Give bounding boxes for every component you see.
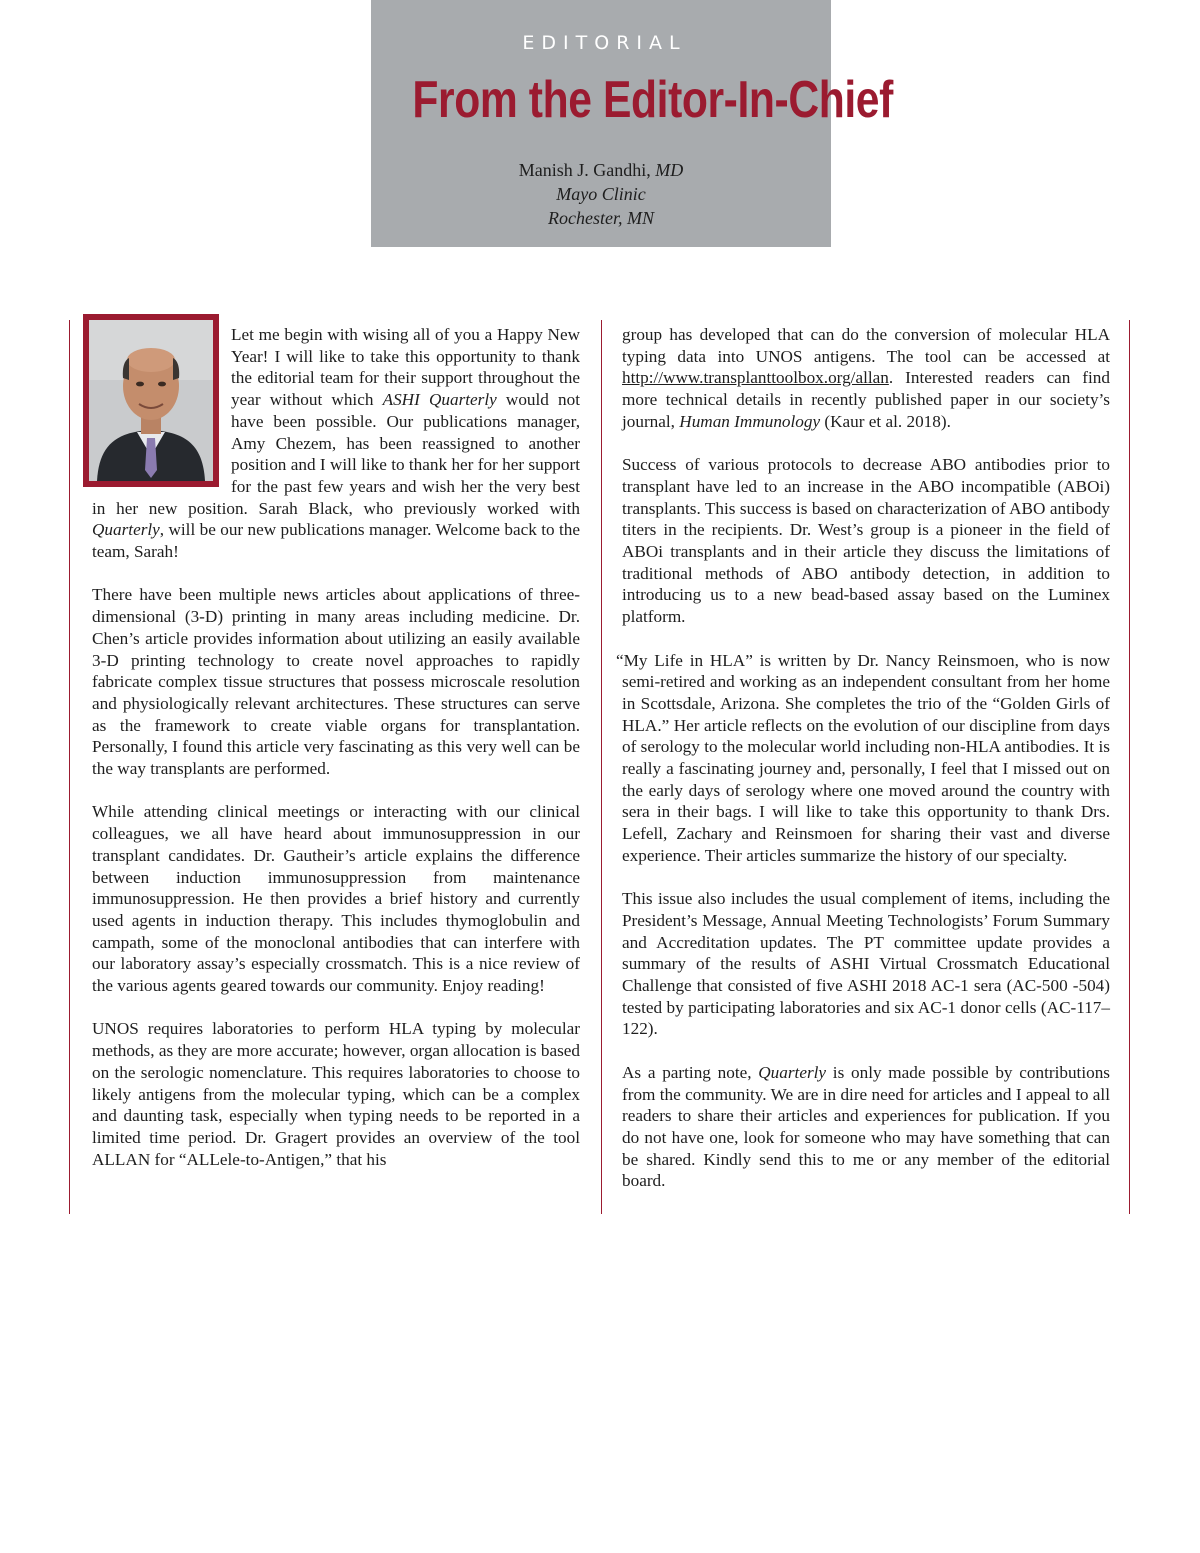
paragraph-abo: Success of various protocols to decrease ABO antibodies prior to transplant have led to an increase in the ABO incompatible (ABOi) transplants. This success is based on characterization of ABO antibody titers in the recipients. Dr. West’s group is a pioneer in the field of ABOi transplants and in their article they discuss the limitations of traditional methods of ABO antibody detection, in addition to introducing us to a new bead-based assay based on the Luminex platform.: [622, 455, 1110, 627]
section-label: EDITORIAL: [522, 32, 687, 54]
author-location: Rochester, MN: [548, 208, 654, 228]
author-name: Manish J. Gandhi,: [518, 160, 656, 180]
paragraph-issue-contents: This issue also includes the usual complement of items, including the President’s Message, Annual Meeting Technologists’ Forum Summary and Accreditation updates. The PT committee update provides a summary of the results of ASHI Virtual Crossmatch Educational Challenge that consisted of five ASHI 2018 AC-1 sera (AC-500 -504) tested by participating laboratories and six AC-1 donor cells (AC-117–122).: [622, 889, 1110, 1039]
middle-column-rule: [601, 320, 602, 1214]
transplant-toolbox-link[interactable]: http://www.transplanttoolbox.org/allan: [622, 368, 889, 388]
author-photo: [83, 314, 219, 487]
author-credential: MD: [655, 160, 684, 180]
paragraph-unos: UNOS requires laboratories to perform HLA typing by molecular methods, as they are more accurate; however, organ allocation is based on the serologic nomenclature. This requires laboratories to choose to likely antigens from the molecular typing, which can be a complex and daunting task, especially when typing needs to be reported in a limited time period. Dr. Gragert provides an overview of the tool ALLAN for “ALLele-to-Antigen,” that his: [92, 1019, 580, 1169]
paragraph-3d-printing: There have been multiple news articles about applications of three-dimensional (3-D) printing in many areas including medicine. Dr. Chen’s article provides information about utilizing an easily available 3-D printing technology to create novel approaches to rapidly fabricate complex tissue structures that possess microscale resolution and physiologically relevant architectures. These structures can serve as the framework to create viable organs for transplantation. Personally, I found this article very fascinating as this very well can be the way transplants are performed.: [92, 585, 580, 779]
header-banner: [371, 0, 893, 247]
right-column-rule: [1129, 320, 1130, 1214]
author-block: [371, 158, 831, 230]
paragraph-allan-tool: group has developed that can do the conversion of molecular HLA typing data into UNOS antigens. The tool can be accessed at http://www.transplanttoolbox.org/allan. Interested readers can find more technical details in recently published paper in our society’s journal, Human Immunology (Kaur et al. 2018).: [622, 325, 1110, 431]
paragraph-immunosuppression: While attending clinical meetings or interacting with our clinical colleagues, we all have heard about immunosuppression in our transplant candidates. Dr. Gautheir’s article explains the difference between induction immunosuppression from maintenance immunosuppression. He then provides a brief history and currently used agents in induction therapy. This includes thymoglobulin and campath, some of the monoclonal antibodies that can interfere with our laboratory assay’s especially crossmatch. This is a nice review of the various agents geared towards our community. Enjoy reading!: [92, 802, 580, 996]
author-portrait-icon: [89, 320, 213, 481]
paragraph-parting-note: As a parting note, Quarterly is only made possible by contributions from the community. We are in dire need for articles and I appeal to all readers to share their articles and experiences for publication. If you do not have one, look for someone who may have something that can be shared. Kindly send this to me or any member of the editorial board.: [622, 1062, 1110, 1191]
right-column: [616, 324, 1110, 1192]
author-affiliation: Mayo Clinic: [556, 184, 646, 204]
paragraph-intro: Let me begin with wising all of you a Happy New Year! I will like to take this opportunity to thank the editorial team for their support throughout the year without which ASHI Quarterly would not have been possible. Our publications manager, Amy Chezem, has been reassigned to another position and I will like to thank her for her support for the past few years and wish her the very best in her new position. Sarah Black, who previously worked with Quarterly, will be our new publications manager. Welcome back to the team, Sarah!: [92, 325, 580, 562]
left-column: [92, 324, 580, 1170]
author-line: [371, 158, 831, 182]
left-column-rule: [69, 320, 70, 1214]
paragraph-my-life-in-hla: “My Life in HLA” is written by Dr. Nancy Reinsmoen, who is now semi-retired and working as an independent consultant from her home in Scottsdale, Arizona. She completes the trio of the “Golden Girls of HLA.” Her article reflects on the evolution of our discipline from days of serology to the molecular world including non-HLA antibodies. It is really a fascinating journey and, personally, I feel that I missed out on the early days of serology where one moved around the country with sera in their bags. I will like to take this opportunity to thank Drs. Lefell, Zachary and Reinsmoen for sharing their vast and diverse experience. Their articles summarize the history of our specialty.: [616, 650, 1110, 865]
page-title: From the Editor-In-Chief: [412, 71, 893, 129]
